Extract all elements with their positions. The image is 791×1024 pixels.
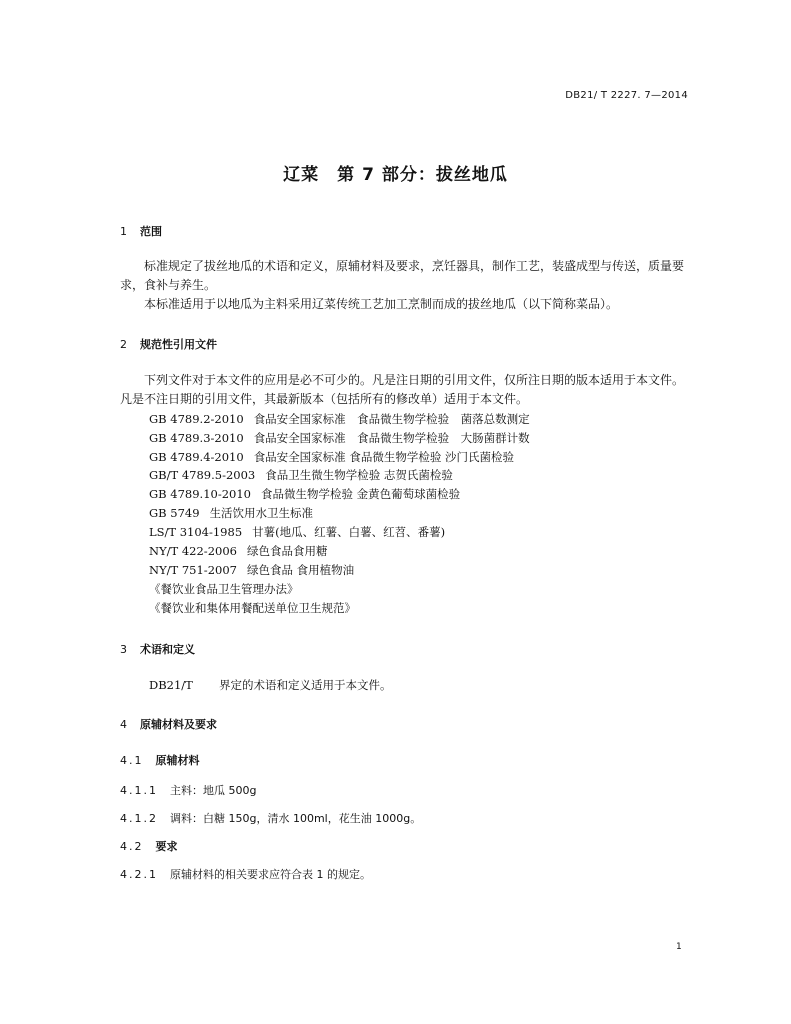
clause-text: 主料：地瓜 500g [170,784,257,797]
section-number: 3 [120,643,127,656]
subsection-4-1 [120,752,200,768]
reference-code: GB 5749 [149,506,200,520]
reference-code: GB 4789.2-2010 [149,412,244,426]
reference-code: GB 4789.4-2010 [149,450,244,464]
reference-item [149,505,313,521]
reference-title: 绿色食品 食用植物油 [246,563,355,577]
terms-paragraph [149,677,392,693]
reference-title: 食品安全国家标准 食品微生物学检验 大肠菌群计数 [253,431,530,445]
reference-item [149,411,530,427]
section-number: 1 [120,225,127,238]
section-title: 术语和定义 [140,643,195,656]
section-title: 规范性引用文件 [140,338,217,351]
reference-item [149,449,514,465]
section-heading-scope [120,223,162,239]
reference-title: 甘薯(地瓜、红薯、白薯、红苕、番薯) [252,525,446,539]
section-heading-normative [120,336,217,352]
normative-intro: 下列文件对于本文件的应用是必不可少的。凡是注日期的引用文件，仅所注日期的版本适用于本文件。凡是不注日期的引用文件，其最新版本（包括所有的修改单）适用于本文件。 [120,373,685,406]
reference-item [149,486,460,502]
clause-text: 调料：白糖 150g，清水 100ml，花生油 1000g。 [170,812,422,825]
reference-item [149,524,445,540]
reference-title: 《餐饮业和集体用餐配送单位卫生规范》 [149,601,356,615]
subsection-title: 原辅材料 [155,754,200,767]
subsection-number: 4.2 [120,840,144,853]
subsection-4-2 [120,838,178,854]
reference-item [149,562,354,578]
reference-item [149,600,356,616]
reference-title: 生活饮用水卫生标准 [209,506,314,520]
section-title: 原辅材料及要求 [140,718,217,731]
section-title: 范围 [140,225,162,238]
scope-paragraph-2: 本标准适用于以地瓜为主料采用辽菜传统工艺加工烹制而成的拔丝地瓜（以下简称菜品）。 [144,297,619,311]
reference-title: 《餐饮业食品卫生管理办法》 [149,582,299,596]
reference-code: NY/T 422-2006 [149,544,237,558]
reference-title: 食品微生物学检验 金黄色葡萄球菌检验 [261,487,461,501]
scope-paragraph-1: 标准规定了拔丝地瓜的术语和定义，原辅材料及要求，烹饪器具，制作工艺，装盛成型与传送，质量要求，食补与养生。 [120,259,685,292]
reference-item [149,581,299,597]
clause-text: 原辅材料的相关要求应符合表 1 的规定。 [170,868,371,881]
reference-item [149,543,327,559]
clause-4-1-1 [120,782,256,798]
section-heading-terms [120,641,195,657]
page-number: 1 [676,942,682,952]
reference-code: NY/T 751-2007 [149,563,237,577]
subsection-number: 4.1 [120,754,144,767]
reference-title: 食品安全国家标准 食品微生物学检验 菌落总数测定 [253,412,530,426]
section-heading-materials [120,716,217,732]
reference-code: GB 4789.3-2010 [149,431,244,445]
clause-4-1-2 [120,810,421,826]
clause-number: 4.2.1 [120,868,158,881]
reference-title: 绿色食品食用糖 [246,544,328,558]
terms-prefix: DB21/T [149,678,193,692]
reference-code: GB 4789.10-2010 [149,487,252,501]
reference-title: 食品卫生微生物学检验 志贺氏菌检验 [265,468,453,482]
clause-number: 4.1.1 [120,784,158,797]
clause-4-2-1 [120,866,371,882]
document-title: 辽菜 第 7 部分：拔丝地瓜 [283,165,508,185]
reference-code: LS/T 3104-1985 [149,525,243,539]
reference-title: 食品安全国家标准 食品微生物学检验 沙门氏菌检验 [253,450,514,464]
section-number: 2 [120,338,127,351]
subsection-title: 要求 [155,840,178,853]
standard-code: DB21/ T 2227. 7—2014 [565,90,688,101]
reference-code: GB/T 4789.5-2003 [149,468,256,482]
reference-item [149,467,453,483]
clause-number: 4.1.2 [120,812,158,825]
section-number: 4 [120,718,127,731]
terms-text: 界定的术语和定义适用于本文件。 [219,678,392,692]
reference-item [149,430,530,446]
